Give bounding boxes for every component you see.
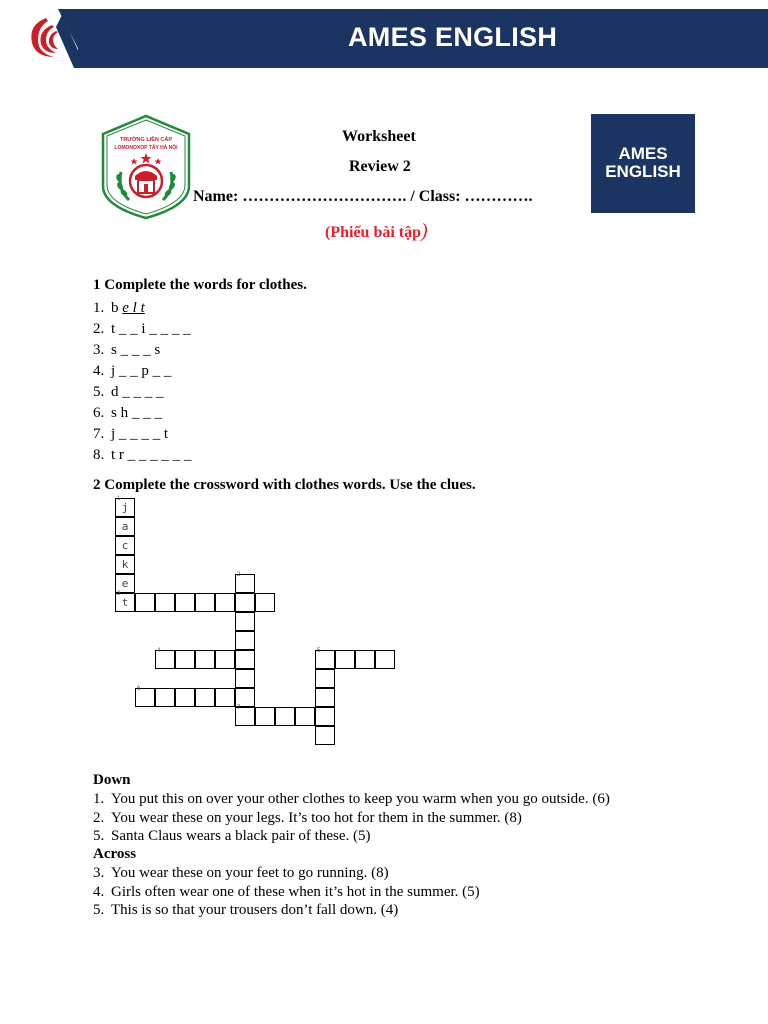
clue-text: You put this on over your other clothes to keep you warm when you go outside. (6): [111, 791, 610, 807]
crossword-cell[interactable]: [315, 688, 335, 707]
crossword-cell[interactable]: [175, 593, 195, 612]
down-label: Down: [93, 772, 131, 788]
crossword-number: 3: [117, 591, 121, 597]
crossword-letter: j: [121, 501, 129, 514]
crossword-cell[interactable]: [155, 593, 175, 612]
subtitle-text: (Phiếu bài tập: [325, 224, 422, 241]
across-clue: [93, 902, 398, 919]
item-text: j _ _ _ _ t: [111, 426, 169, 442]
item-text: b: [111, 300, 123, 316]
clue-number: 4.: [93, 883, 105, 900]
item-number: 7.: [93, 426, 105, 442]
crossword-cell[interactable]: [315, 707, 335, 726]
crossword-cell[interactable]: [195, 650, 215, 669]
section1-title: 1 Complete the words for clothes.: [93, 277, 307, 293]
crossword-cell[interactable]: [175, 688, 195, 707]
item-number: 5.: [93, 384, 105, 400]
clue-text: This is so that your trousers don’t fall down. (4): [111, 902, 399, 918]
across-label: Across: [93, 846, 137, 862]
crossword-cell[interactable]: [235, 669, 255, 688]
school-logo-text-bottom: LOMONOXOP TÂY HÀ NỘI: [114, 145, 178, 151]
item-number: 4.: [93, 363, 105, 379]
crossword-cell[interactable]: [375, 650, 395, 669]
crossword-cell[interactable]: [335, 650, 355, 669]
crossword-cell[interactable]: [255, 593, 275, 612]
item-text: d _ _ _ _: [111, 384, 164, 400]
clue-text: You wear these on your legs. It’s too hot for them in the summer. (8): [111, 809, 522, 826]
clue-text: Girls often wear one of these when it’s hot in the summer. (5): [111, 883, 480, 900]
item-number: 2.: [93, 321, 105, 337]
item-text: t r _ _ _ _ _ _: [111, 447, 192, 463]
across-clue: [93, 884, 480, 901]
crossword-cell[interactable]: [235, 612, 255, 631]
item-text: s _ _ _ s: [111, 342, 161, 358]
crossword-cell[interactable]: [135, 593, 155, 612]
subtitle-paren: ): [421, 220, 428, 242]
crossword-cell[interactable]: [155, 688, 175, 707]
section2-title: 2 Complete the crossword with clothes words. Use the clues.: [93, 477, 476, 493]
item-number: 6.: [93, 405, 105, 421]
crossword-cell[interactable]: [215, 650, 235, 669]
down-clue: [93, 810, 522, 827]
crossword-cell[interactable]: [115, 555, 135, 574]
crossword-cell[interactable]: [195, 688, 215, 707]
clue-number: 5.: [93, 828, 105, 844]
clue-number: 2.: [93, 809, 105, 826]
item-text: j _ _ p _ _: [111, 363, 172, 379]
crossword-cell[interactable]: [315, 669, 335, 688]
crossword-number: 4: [157, 648, 161, 654]
item-number: 3.: [93, 342, 105, 358]
review-heading: Review 2: [349, 158, 411, 175]
down-clue: [93, 828, 371, 845]
crossword-number: 5: [317, 648, 321, 654]
worksheet-heading: Worksheet: [342, 128, 416, 145]
crossword-cell[interactable]: [315, 726, 335, 745]
crossword-cell[interactable]: [235, 650, 255, 669]
crossword-letter: e: [121, 577, 129, 590]
ames-logo-line1: AMES: [618, 144, 668, 163]
item-number: 1.: [93, 300, 105, 316]
crossword-cell[interactable]: [255, 707, 275, 726]
ames-logo-line2: ENGLISH: [605, 162, 681, 181]
crossword-number: 6: [137, 686, 141, 692]
across-clue: [93, 865, 389, 882]
clue-number: 5.: [93, 902, 105, 918]
crossword-letter: k: [121, 558, 129, 571]
down-clue: [93, 791, 610, 808]
crossword-cell[interactable]: [275, 707, 295, 726]
crossword-cell[interactable]: [295, 707, 315, 726]
crossword-cell[interactable]: [355, 650, 375, 669]
crossword-number: 7: [237, 705, 241, 711]
crossword-cell[interactable]: [235, 593, 255, 612]
crossword-cell[interactable]: [235, 631, 255, 650]
item-answer[interactable]: e l t: [122, 300, 145, 316]
crossword-cell[interactable]: [115, 536, 135, 555]
clue-number: 1.: [93, 791, 105, 807]
crossword-cell[interactable]: [215, 688, 235, 707]
crossword-letter: a: [121, 520, 129, 533]
clue-text: You wear these on your feet to go running. (8): [111, 865, 389, 881]
crossword-number: 1: [117, 496, 121, 502]
clue-text: Santa Claus wears a black pair of these. (5): [111, 828, 371, 844]
crossword-number: 2: [237, 572, 241, 578]
clue-number: 3.: [93, 865, 105, 881]
banner-title: AMES ENGLISH: [348, 22, 558, 52]
item-text: t _ _ i _ _ _ _: [111, 321, 191, 337]
crossword-cell[interactable]: [115, 517, 135, 536]
name-class-line: Name: …………………………. / Class: ………….: [193, 188, 533, 205]
item-text: s h _ _ _: [111, 405, 162, 421]
crossword-letter: c: [121, 539, 129, 552]
crossword-cell[interactable]: [175, 650, 195, 669]
crossword-cell[interactable]: [195, 593, 215, 612]
item-number: 8.: [93, 447, 105, 463]
school-logo-text-top: TRƯỜNG LIÊN CẤP: [119, 137, 173, 143]
crossword-letter: t: [121, 596, 129, 609]
crossword-cell[interactable]: [215, 593, 235, 612]
